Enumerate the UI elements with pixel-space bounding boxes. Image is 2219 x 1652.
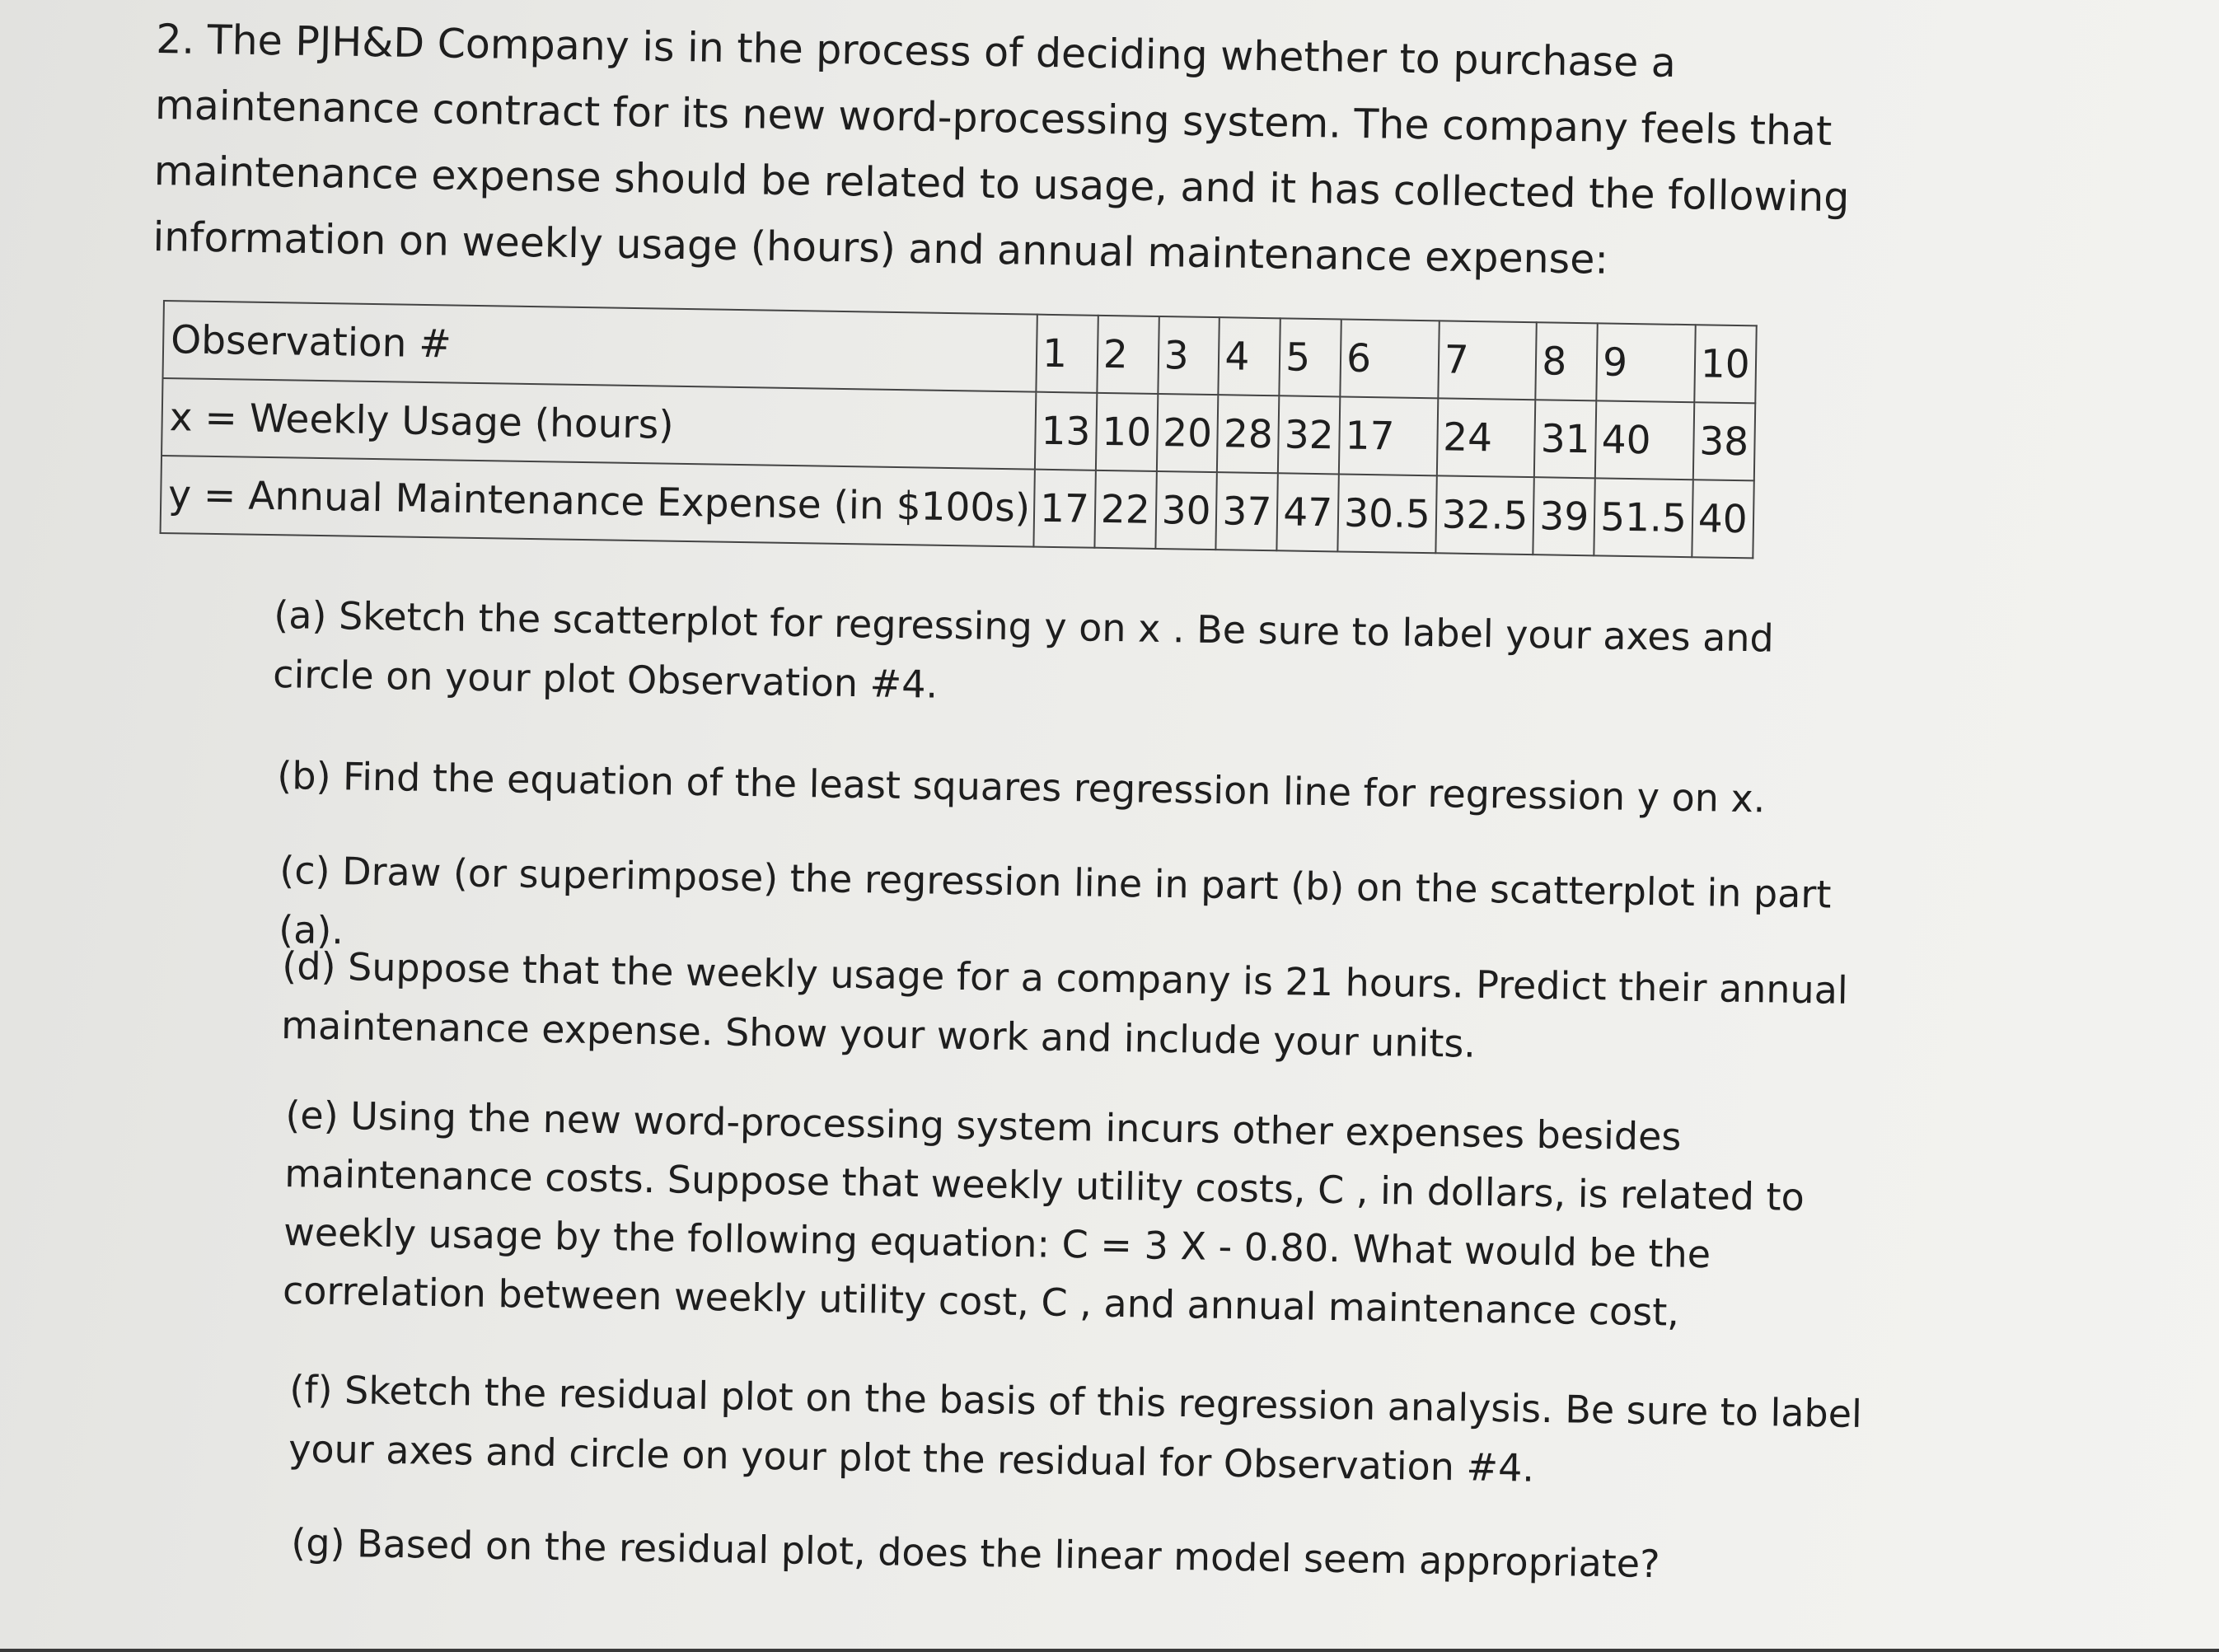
obs-cell: 5: [1280, 318, 1341, 396]
question-d: (d) Suppose that the weekly usage for a company is 21 hours. Predict their annual maintenance expense. Show your work and include your units.: [280, 943, 1849, 1066]
x-cell: 20: [1156, 394, 1218, 472]
y-cell: 40: [1692, 480, 1753, 558]
y-row-label: y = Annual Maintenance Expense (in $100s): [161, 456, 1035, 547]
y-cell: 51.5: [1594, 478, 1692, 557]
screen-bottom-edge: [0, 1649, 2219, 1652]
x-cell: 40: [1595, 400, 1694, 480]
obs-cell: 9: [1596, 323, 1695, 402]
x-row-label: x = Weekly Usage (hours): [162, 378, 1036, 470]
obs-cell: 3: [1158, 316, 1220, 395]
x-cell: 28: [1217, 395, 1279, 473]
question-f: (f) Sketch the residual plot on the basis of this regression analysis. Be sure to label your axes and circle on your plot the residual for Observation #4.: [288, 1366, 1863, 1491]
obs-cell: 2: [1097, 316, 1159, 394]
question-b: (b) Find the equation of the least squares regression line for regression y on x.: [277, 752, 1766, 821]
x-cell: 24: [1437, 398, 1536, 477]
obs-cell: 10: [1694, 325, 1756, 403]
problem-intro: 2. The PJH&D Company is in the process of deciding whether to purchase a maintenance contract for its new word-processing system. The company feels that maintenance expense should be related to usage, and it has collected the following information on weekly usage (hours) and annual maintenance expense:: [152, 15, 1850, 283]
question-c: (c) Draw (or superimpose) the regression line in part (b) on the scatterplot in part (a).: [278, 847, 1832, 953]
question-a: (a) Sketch the scatterplot for regressing y on x . Be sure to label your axes and circle on your plot Observation #4.: [272, 592, 1775, 707]
observation-row-label: Observation #: [163, 301, 1037, 392]
obs-cell: 7: [1438, 321, 1537, 400]
y-cell: 22: [1094, 470, 1156, 549]
x-cell: 13: [1035, 392, 1097, 470]
y-cell: 32.5: [1435, 475, 1534, 555]
question-e: (e) Using the new word-processing system incurs other expenses besides maintenance costs. Suppose that weekly utility costs, C , in dollars, is related to weekly usage by the following equation: C = 3 X - 0.80. What would be the correlation between weekly utility cost, C , and annual maintenance cost,: [282, 1092, 1805, 1335]
x-cell: 32: [1278, 395, 1340, 474]
question-g: (g) Based on the residual plot, does the linear model seem appropriate?: [291, 1519, 1660, 1587]
obs-cell: 4: [1219, 317, 1280, 395]
y-cell: 37: [1216, 472, 1278, 550]
x-cell: 17: [1339, 396, 1438, 475]
x-cell: 10: [1096, 393, 1158, 471]
obs-cell: 1: [1036, 315, 1098, 393]
obs-cell: 6: [1340, 319, 1439, 398]
obs-cell: 8: [1536, 322, 1598, 400]
y-cell: 30.5: [1337, 474, 1436, 553]
y-cell: 30: [1155, 471, 1217, 550]
x-cell: 31: [1534, 400, 1596, 478]
y-cell: 39: [1533, 477, 1595, 555]
data-table-wrapper: [160, 300, 1758, 559]
y-cell: 17: [1033, 470, 1095, 548]
x-cell: 38: [1693, 402, 1755, 480]
y-cell: 47: [1277, 473, 1339, 551]
data-table: [160, 300, 1758, 559]
